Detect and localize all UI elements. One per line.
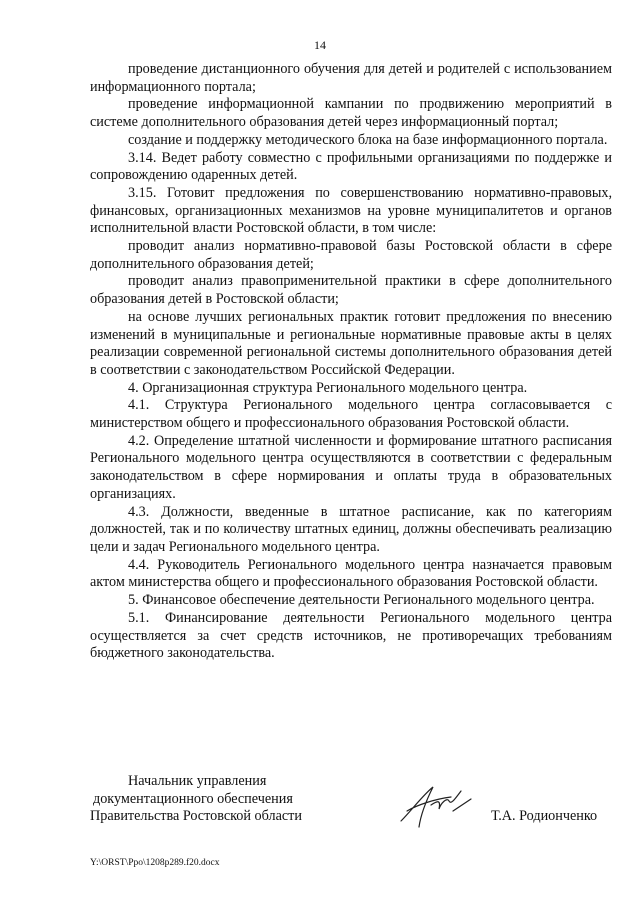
page-number: 14 [314,38,326,52]
section-heading: 5. Финансовое обеспечение деятельности Регионального модельного центра. [128,592,595,609]
paragraph: 5.1. Финансирование деятельности Регионального модельного центра осуществляется за счет средств источников, не противоречащих требованиям бюджетного законодательства. [90,609,612,662]
position-line: документационного обеспечения [93,790,293,807]
signatory-position [90,773,302,826]
position-line: Правительства Ростовской области [90,808,302,825]
paragraph: проведение дистанционного обучения для детей и родителей с использованием информационного портала; [90,61,612,95]
section-heading: 4. Организационная структура Регионального модельного центра. [128,379,528,396]
paragraph: 3.14. Ведет работу совместно с профильными организациями по поддержке и сопровождению одаренных детей. [90,149,612,184]
paragraph: 3.15. Готовит предложения по совершенствованию нормативно-правовых, финансовых, организационных механизмов на уровне муниципалитетов и органов исполнительной власти Ростовской области, в том числе: [90,184,612,237]
paragraph: проведение информационной кампании по продвижению мероприятий в системе дополнительного образования детей через информационный портал; [90,96,612,131]
paragraph: проводит анализ правоприменительной практики в сфере дополнительного образования детей в Ростовской области; [90,273,612,308]
file-path: Y:\ORST\Ppo\1208p289.f20.docx [90,858,220,868]
position-line: Начальник управления [128,773,267,789]
paragraph: 4.1. Структура Регионального модельного центра согласовывается с министерством общего и профессионального образования Ростовской области. [90,397,612,432]
handwritten-signature [395,781,475,831]
paragraph: создание и поддержку методического блока на базе информационного портала. [128,131,608,148]
paragraph: на основе лучших региональных практик готовит предложения по внесению изменений в муниципальные и региональные нормативные правовые акты в целях реализации современной региональной системы дополнительного образования детей в соответствии с законодательством Российской Федерации. [90,308,612,378]
paragraph: 4.3. Должности, введенные в штатное расписание, как по категориям должностей, так и по количеству штатных единиц, должны обеспечивать реализацию цели и задач Регионального модельного центра. [90,503,612,555]
signatory-name: Т.А. Родионченко [491,808,598,824]
paragraph: проводит анализ нормативно-правовой базы Ростовской области в сфере дополнительного образования детей; [90,238,612,272]
paragraph: 4.2. Определение штатной численности и формирование штатного расписания Регионального модельного центра осуществляются в соответствии с федеральным законодательством в сфере нормирования и оплаты труда в образовательных организациях. [90,432,612,502]
document-body [90,61,612,663]
paragraph: 4.4. Руководитель Регионального модельного центра назначается правовым актом министерства общего и профессионального образования Ростовской области. [90,556,612,591]
